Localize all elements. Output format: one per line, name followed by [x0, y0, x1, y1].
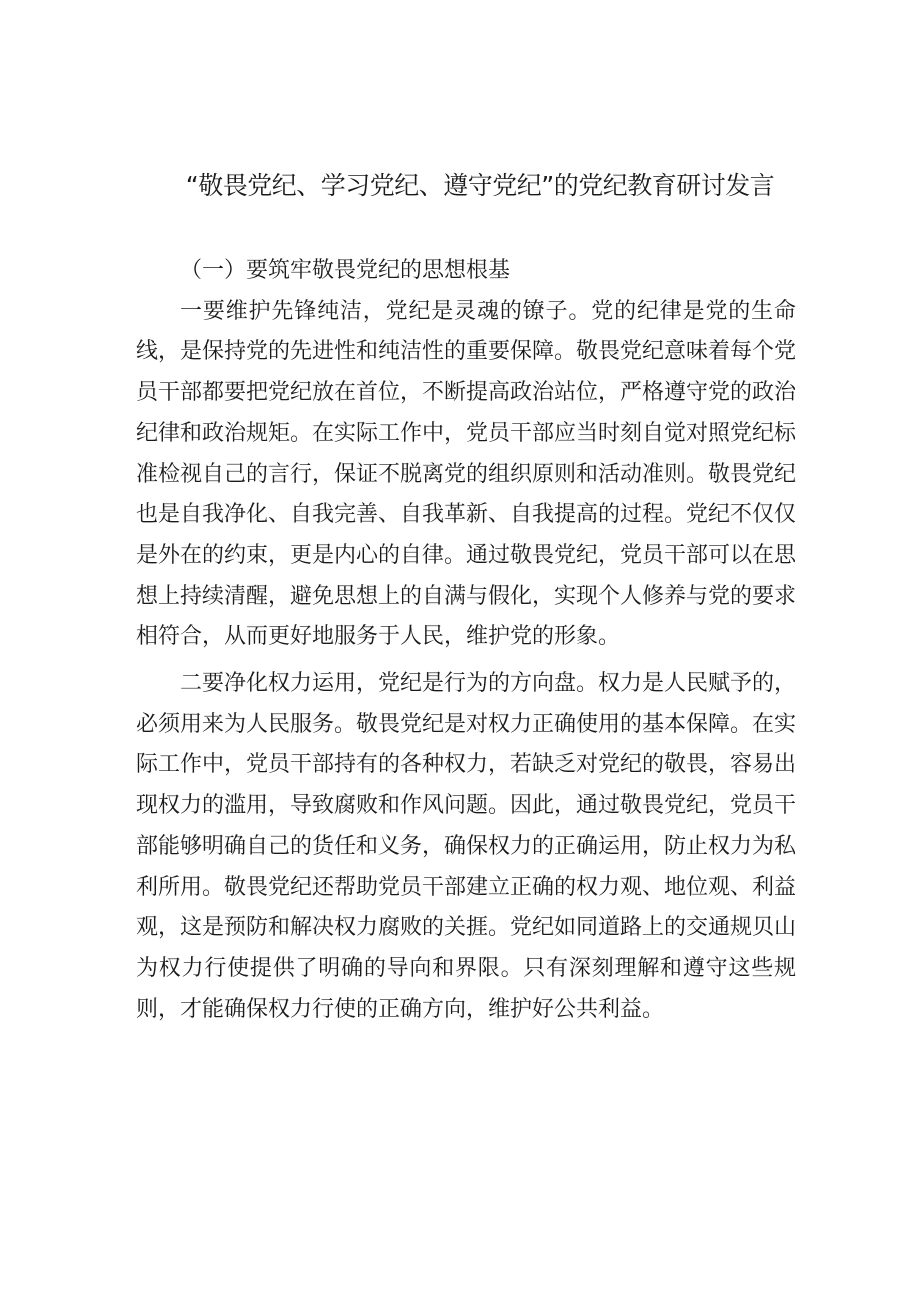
paragraph-1: 一要维护先锋纯洁，党纪是灵魂的镣子。党的纪律是党的生命线，是保持党的先进性和纯洁性的重要保障。敬畏党纪意味着每个党员干部都要把党纪放在首位，不断提高政治站位，严格遵守党的政治纪律和政治规矩。在实际工作中，党员干部应当时刻自觉对照党纪标准检视自己的言行，保证不脱离党的组织原则和活动准则。敬畏党纪也是自我净化、自我完善、自我革新、自我提高的过程。党纪不仅仅是外在的约束，更是内心的自律。通过敬畏党纪，党员干部可以在思想上持续清醒，避免思想上的自满与假化，实现个人修养与党的要求相符合，从而更好地服务于人民，维护党的形象。: [136, 298, 797, 650]
document-body: [136, 251, 796, 1030]
paragraph-2: 二要净化权力运用，党纪是行为的方向盘。权力是人民赋予的，必须用来为人民服务。敬畏党纪是对权力正确使用的基本保障。在实际工作中，党员干部持有的各种权力，若缺乏对党纪的敬畏，容易出现权力的滥用，导致腐败和作风问题。因此，通过敬畏党纪，党员干部能够明确自己的货任和义务，确保权力的正确运用，防止权力为私利所用。敬畏党纪还帮助党员干部建立正确的权力观、地位观、利益观，这是预防和解决权力腐败的关捱。党纪如同道路上的交通规贝山为权力行使提供了明确的导向和界限。只有深刻理解和遵守这些规则，才能确保权力行使的正确方向，维护好公共利益。: [136, 671, 797, 1022]
document-title: “敬畏党纪、学习党纪、遵守党纪”的党纪教育研讨发言: [185, 171, 775, 200]
section-heading: （一）要筑牢敬畏党纪的思想根基: [180, 258, 511, 283]
